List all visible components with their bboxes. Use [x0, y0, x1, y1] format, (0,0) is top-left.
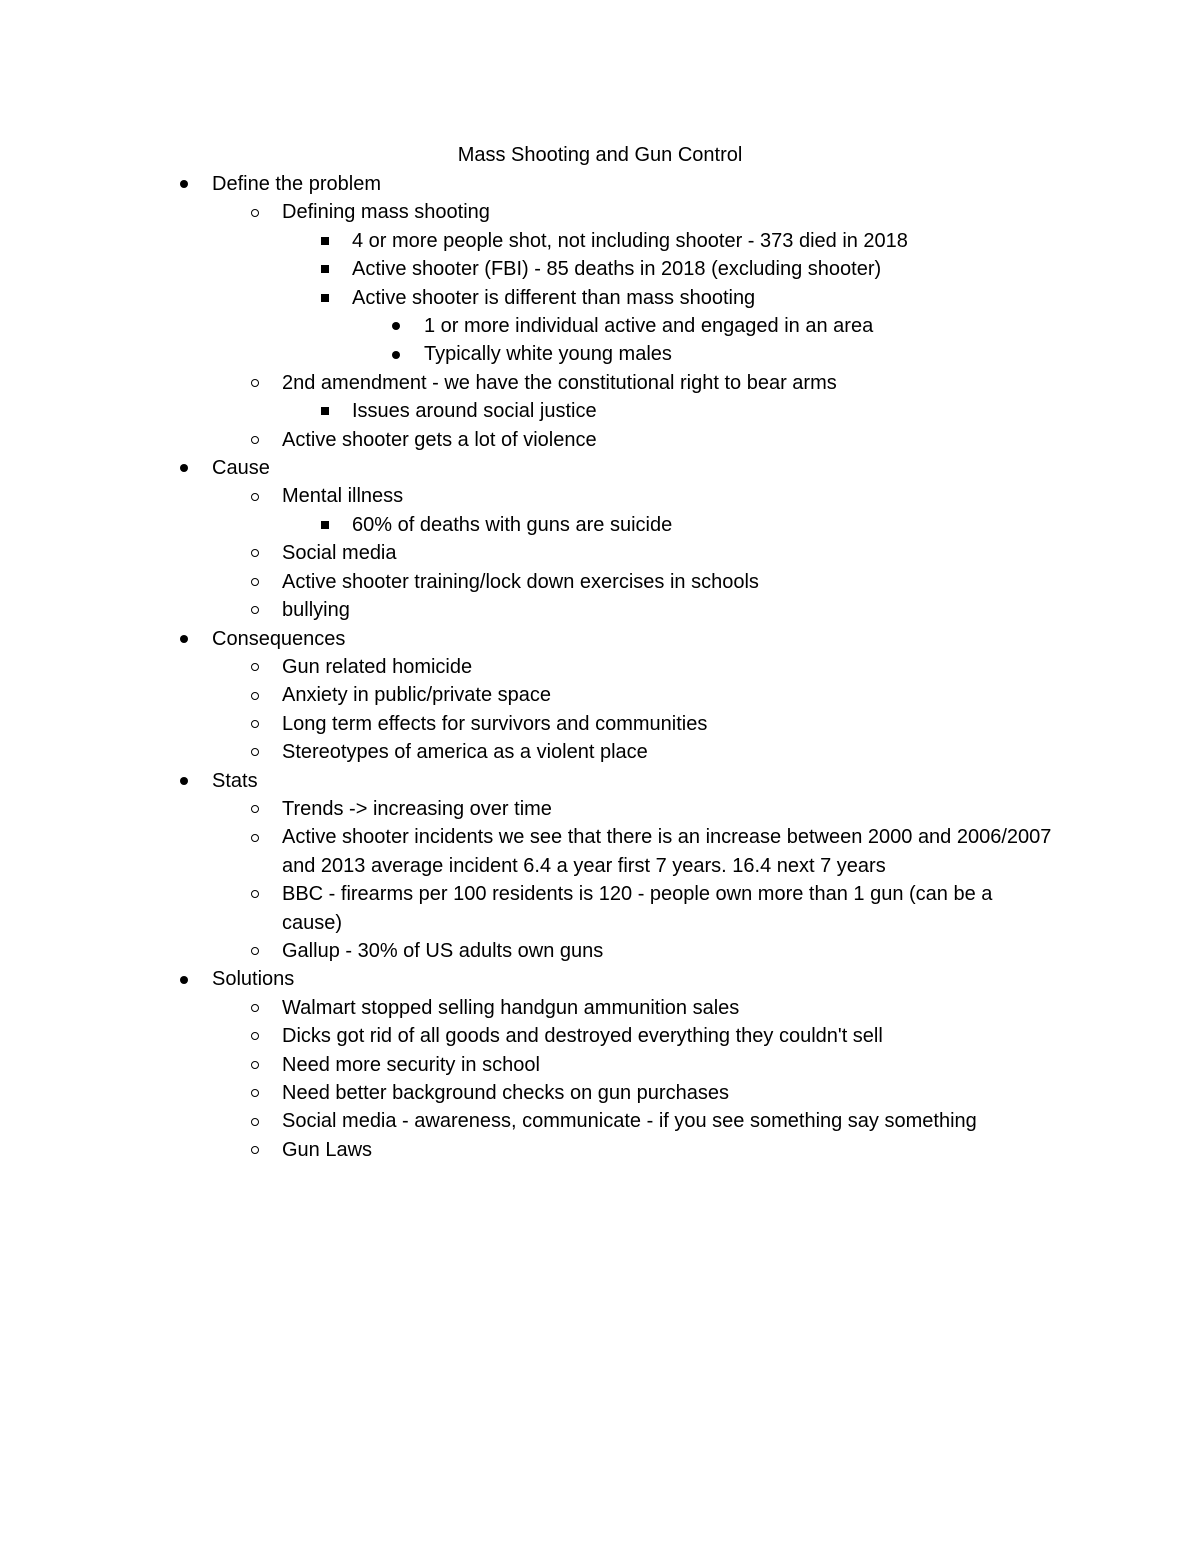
- bullet-circle-shape: [251, 379, 259, 387]
- bullet-circle-icon: [247, 1107, 263, 1135]
- outline-item-level-2: [0, 369, 1052, 397]
- outline-item-level-3: [0, 284, 1052, 312]
- bullet-disc-shape: [180, 464, 188, 472]
- bullet-circle-icon: [247, 1079, 263, 1107]
- outline-item-level-2: [0, 198, 1052, 226]
- outline-item-text: Active shooter (FBI) - 85 deaths in 2018 (excluding shooter): [352, 258, 882, 281]
- outline-item-text: Issues around social justice: [352, 400, 597, 423]
- outline-item-text: Trends -> increasing over time: [282, 797, 552, 820]
- bullet-disc-shape: [180, 635, 188, 643]
- bullet-circle-shape: [251, 890, 259, 898]
- outline-item-text: bullying: [282, 599, 350, 622]
- bullet-circle-icon: [247, 1051, 263, 1079]
- outline-item-text: Define the problem: [212, 173, 381, 195]
- bullet-square-shape: [321, 265, 329, 273]
- bullet-circle-icon: [247, 710, 263, 738]
- outline-item-level-2: [0, 482, 1052, 510]
- bullet-circle-shape: [251, 606, 259, 614]
- outline-item-text: Mental illness: [282, 485, 404, 508]
- bullet-circle-shape: [251, 947, 259, 955]
- outline-item-level-1: [0, 454, 1052, 482]
- outline-item-level-3: [0, 227, 1052, 255]
- outline-item-text: Walmart stopped selling handgun ammunition sales: [282, 996, 740, 1019]
- bullet-circle-icon: [247, 994, 263, 1022]
- document-title: Mass Shooting and Gun Control: [457, 144, 743, 166]
- bullet-circle-icon: [247, 937, 263, 965]
- bullet-disc-icon: [176, 170, 192, 198]
- bullet-disc-shape: [180, 180, 188, 188]
- bullet-circle-icon: [247, 681, 263, 709]
- bullet-disc-shape: [180, 777, 188, 785]
- bullet-disc-icon: [176, 767, 192, 795]
- bullet-disc-icon: [176, 965, 192, 993]
- outline-item-text: Need more security in school: [282, 1053, 540, 1076]
- outline-item-text: Gun related homicide: [282, 655, 473, 678]
- outline-item-level-2: [0, 1079, 1052, 1107]
- outline-item-text: Stats: [212, 769, 258, 792]
- outline-item-text: 1 or more individual active and engaged in an area: [424, 315, 874, 338]
- bullet-circle-shape: [251, 1089, 259, 1097]
- bullet-circle-shape: [251, 720, 259, 728]
- bullet-disc-shape: [392, 322, 400, 330]
- outline-item-level-3: [0, 397, 1052, 425]
- bullet-circle-shape: [251, 436, 259, 444]
- outline-item-text: Social media: [282, 542, 397, 565]
- bullet-square-shape: [321, 294, 329, 302]
- bullet-circle-shape: [251, 1118, 259, 1126]
- outline-item-text: Active shooter training/lock down exercises in schools: [282, 570, 759, 593]
- outline-item-level-1: [0, 625, 1052, 653]
- bullet-circle-icon: [247, 568, 263, 596]
- outline-item-level-4: [0, 340, 1052, 368]
- bullet-circle-icon: [247, 1136, 263, 1164]
- outline-item-level-4: [0, 312, 1052, 340]
- outline-item-text: 60% of deaths with guns are suicide: [352, 513, 673, 536]
- bullet-square-shape: [321, 407, 329, 415]
- outline-item-text: 4 or more people shot, not including shooter - 373 died in 2018: [352, 229, 908, 252]
- outline-item-text: Dicks got rid of all goods and destroyed everything they couldn't sell: [282, 1025, 883, 1048]
- bullet-circle-shape: [251, 493, 259, 501]
- bullet-disc-icon: [176, 454, 192, 482]
- bullet-square-icon: [317, 284, 333, 312]
- outline-item-level-1: [0, 767, 1052, 795]
- bullet-circle-icon: [247, 482, 263, 510]
- bullet-disc-icon: [176, 625, 192, 653]
- outline-item-level-2: [0, 1051, 1052, 1079]
- outline-item-level-2: [0, 1107, 1052, 1135]
- outline-item-text: Gallup - 30% of US adults own guns: [282, 939, 604, 962]
- outline-item-level-2: [0, 795, 1052, 823]
- bullet-circle-icon: [247, 880, 263, 908]
- bullet-circle-icon: [247, 653, 263, 681]
- outline-item-level-2: [0, 681, 1052, 709]
- outline-item-text: Cause: [212, 457, 270, 480]
- bullet-circle-icon: [247, 596, 263, 624]
- outline-item-text: Defining mass shooting: [282, 201, 490, 224]
- bullet-circle-icon: [247, 369, 263, 397]
- outline-item-level-2: [0, 568, 1052, 596]
- outline-item-text: Solutions: [212, 968, 295, 991]
- outline-item-text: Active shooter gets a lot of violence: [282, 428, 597, 451]
- outline-item-level-3: [0, 511, 1052, 539]
- outline-item-level-2: [0, 880, 1052, 937]
- bullet-circle-shape: [251, 1004, 259, 1012]
- outline-item-text: Consequences: [212, 627, 346, 650]
- bullet-circle-icon: [247, 795, 263, 823]
- outline-item-level-2: [0, 653, 1052, 681]
- bullet-disc-icon: [388, 312, 404, 340]
- bullet-circle-icon: [247, 198, 263, 226]
- outline-item-level-2: [0, 994, 1052, 1022]
- bullet-circle-shape: [251, 834, 259, 842]
- bullet-circle-shape: [251, 549, 259, 557]
- bullet-circle-icon: [247, 823, 263, 851]
- outline-item-text: Need better background checks on gun purchases: [282, 1082, 729, 1104]
- bullet-circle-shape: [251, 209, 259, 217]
- outline-item-text: Gun Laws: [282, 1138, 373, 1161]
- outline-item-text: Active shooter is different than mass shooting: [352, 286, 756, 309]
- outline-item-level-2: [0, 738, 1052, 766]
- bullet-circle-shape: [251, 1061, 259, 1069]
- bullet-circle-shape: [251, 1032, 259, 1040]
- outline-item-level-2: [0, 710, 1052, 738]
- bullet-circle-shape: [251, 1146, 259, 1154]
- outline-item-text: Long term effects for survivors and communities: [282, 712, 708, 735]
- outline-item-text: BBC - firearms per 100 residents is 120 - people own more than 1 gun (can be a cause): [282, 883, 993, 934]
- outline-item-level-1: [0, 170, 1052, 198]
- outline-item-text: Social media - awareness, communicate - if you see something say something: [282, 1110, 977, 1133]
- outline-item-level-2: [0, 1022, 1052, 1050]
- outline-item-level-2: [0, 539, 1052, 567]
- outline-item-text: Stereotypes of america as a violent place: [282, 741, 648, 764]
- document-outline: [0, 170, 1200, 1164]
- bullet-disc-shape: [180, 976, 188, 984]
- bullet-circle-shape: [251, 805, 259, 813]
- bullet-square-shape: [321, 237, 329, 245]
- bullet-circle-icon: [247, 738, 263, 766]
- bullet-circle-icon: [247, 1022, 263, 1050]
- bullet-disc-shape: [392, 351, 400, 359]
- outline-item-text: 2nd amendment - we have the constitutional right to bear arms: [282, 371, 837, 394]
- outline-item-text: Anxiety in public/private space: [282, 684, 552, 707]
- bullet-square-shape: [321, 521, 329, 529]
- bullet-square-icon: [317, 397, 333, 425]
- outline-item-level-1: [0, 965, 1052, 993]
- bullet-circle-icon: [247, 426, 263, 454]
- outline-item-level-2: [0, 1136, 1052, 1164]
- bullet-square-icon: [317, 227, 333, 255]
- outline-item-level-2: [0, 823, 1052, 880]
- bullet-disc-icon: [388, 340, 404, 368]
- bullet-circle-icon: [247, 539, 263, 567]
- bullet-circle-shape: [251, 578, 259, 586]
- bullet-circle-shape: [251, 748, 259, 756]
- outline-item-level-2: [0, 426, 1052, 454]
- outline-item-level-2: [0, 937, 1052, 965]
- bullet-circle-shape: [251, 692, 259, 700]
- bullet-square-icon: [317, 255, 333, 283]
- outline-item-level-3: [0, 255, 1052, 283]
- outline-item-level-2: [0, 596, 1052, 624]
- bullet-circle-shape: [251, 663, 259, 671]
- bullet-square-icon: [317, 511, 333, 539]
- outline-item-text: Active shooter incidents we see that there is an increase between 2000 and 2006/2007 and 2013 average incident 6.4 a year first 7 years. 16.4 next 7 years: [282, 826, 1052, 877]
- outline-item-text: Typically white young males: [424, 343, 672, 366]
